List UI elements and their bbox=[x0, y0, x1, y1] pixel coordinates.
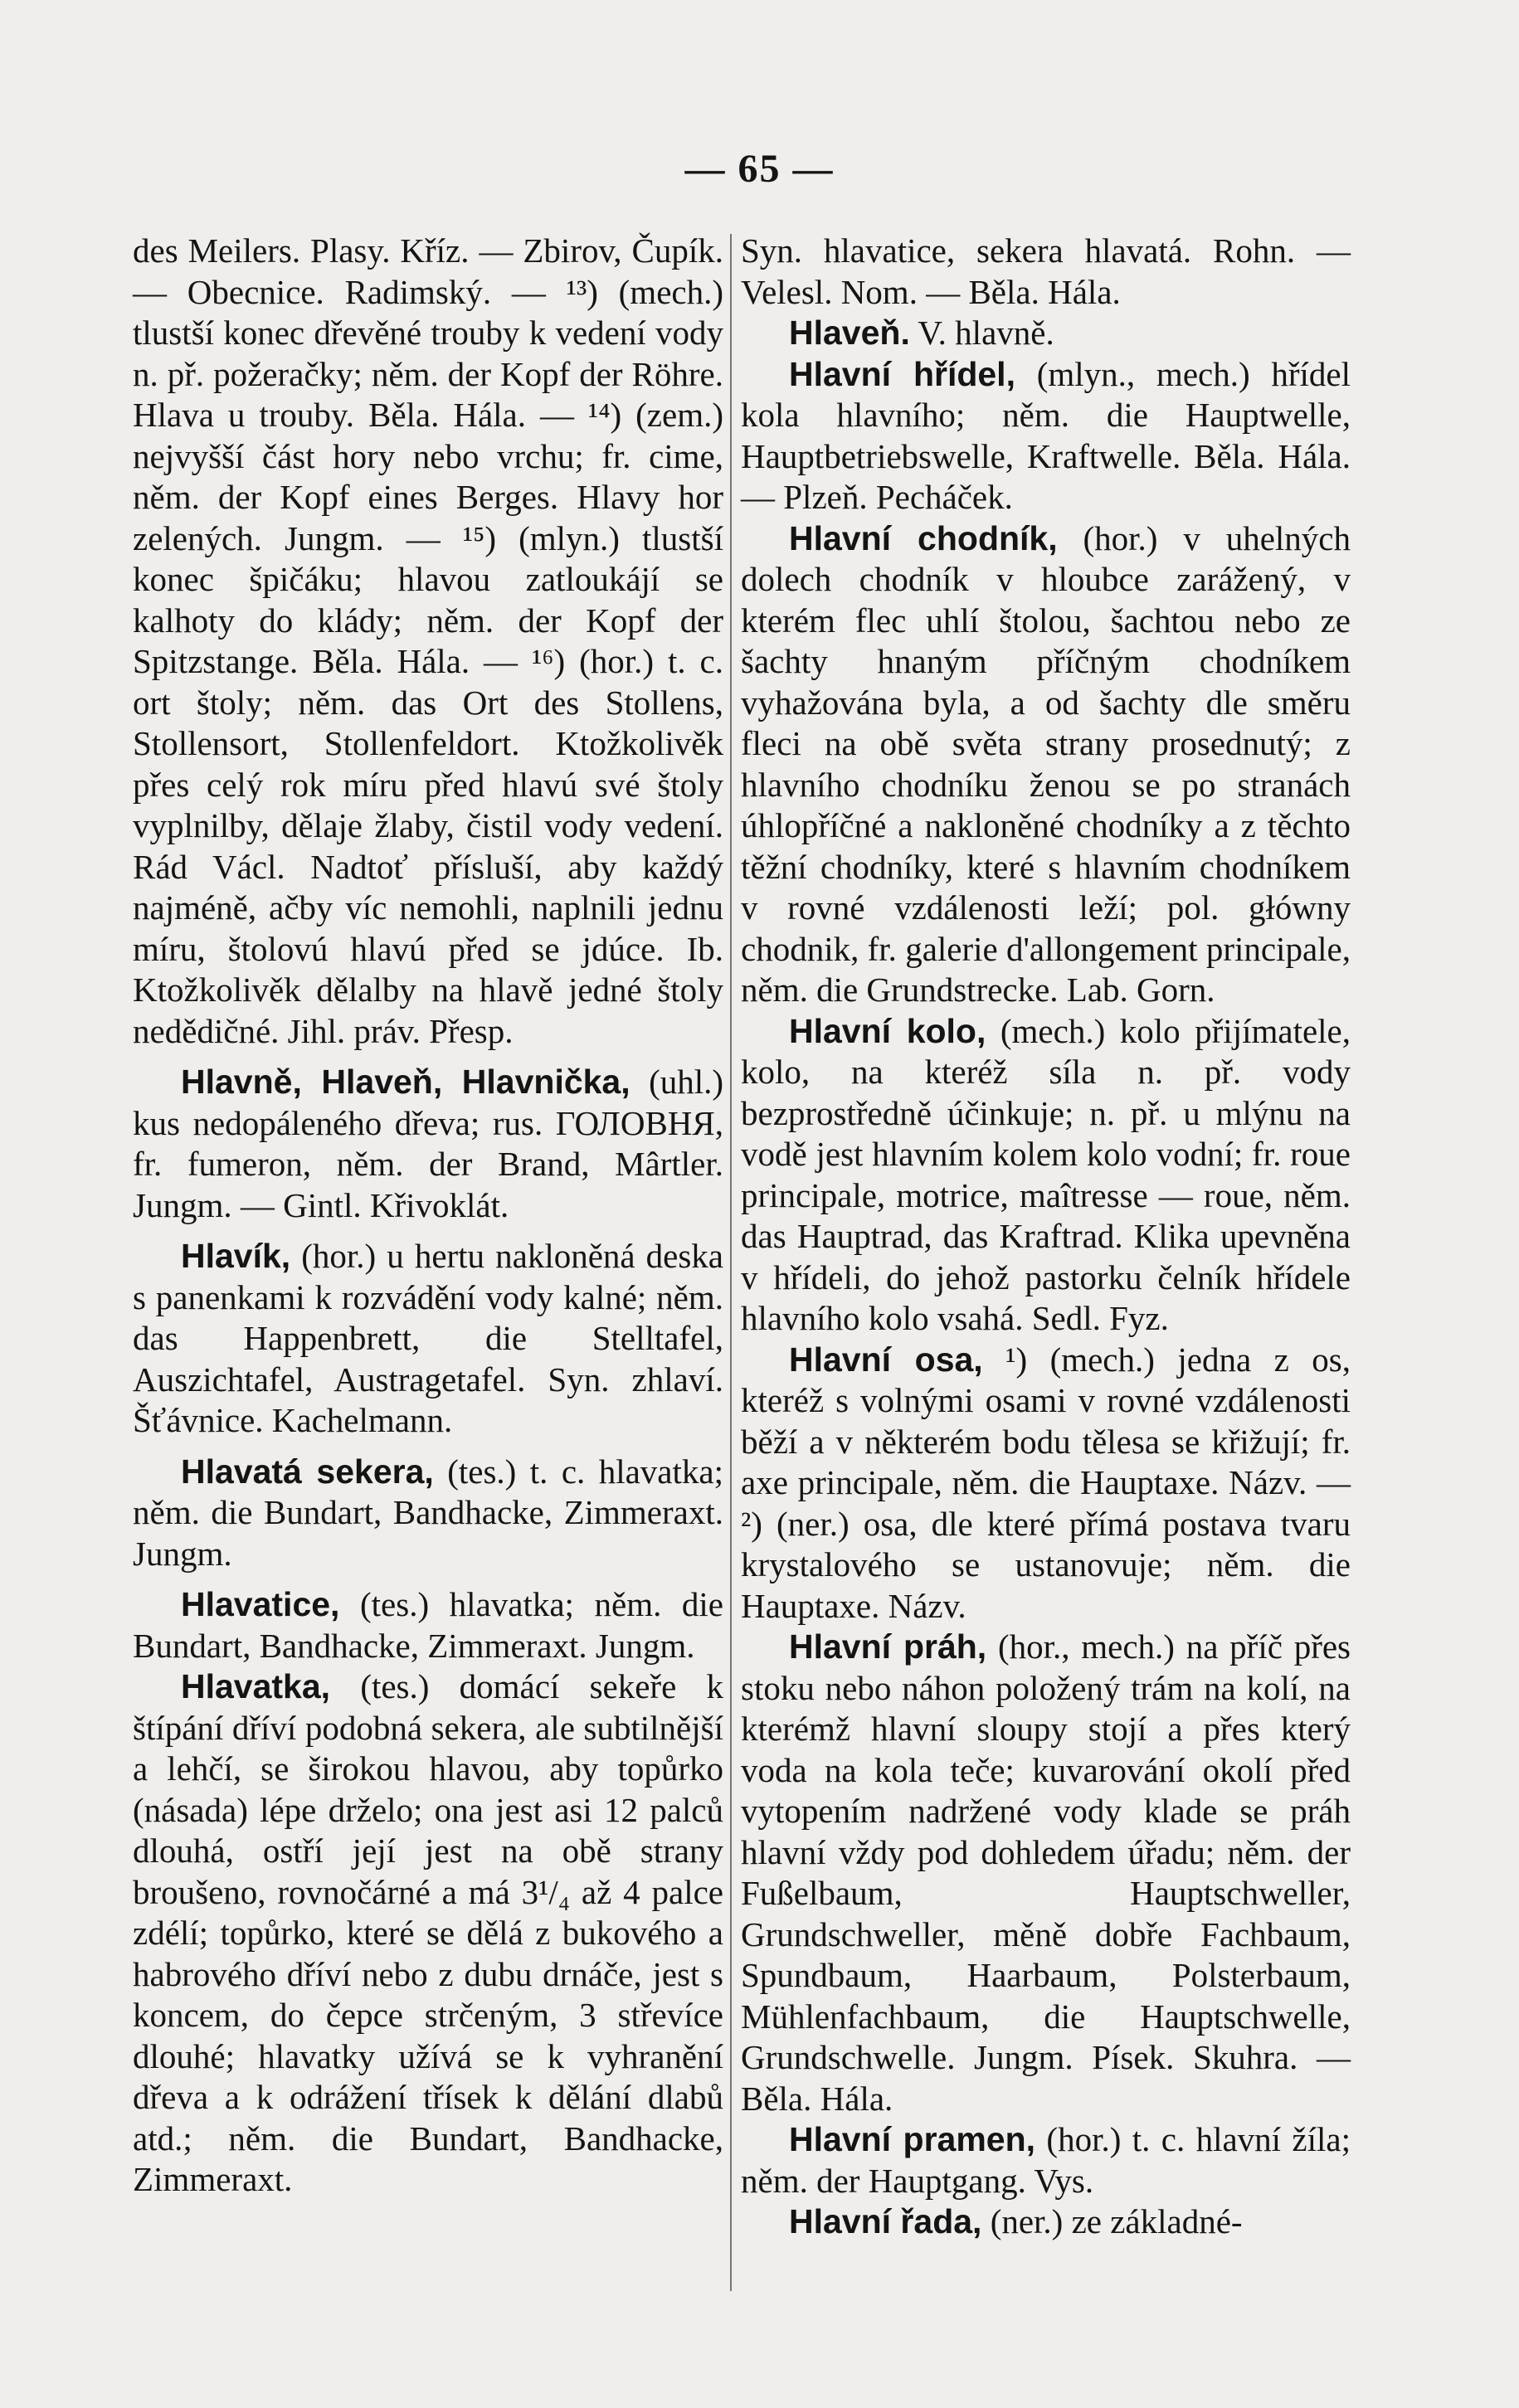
entry-text: (ner.) ze základné- bbox=[990, 2202, 1243, 2240]
page-number: — 65 — bbox=[684, 147, 835, 191]
entry-text: (uhl.) kus nedopáleného dřeva; rus. ГОЛОВНЯ, fr. fumeron, něm. der Brand, Mârtler. Jungm. — Gintl. Křivoklát. bbox=[133, 1063, 724, 1224]
entry-text: V. hlavně. bbox=[918, 314, 1054, 352]
left-column bbox=[133, 231, 723, 2201]
entry-headword: Hlavík, bbox=[181, 1237, 291, 1275]
dictionary-entry bbox=[133, 1452, 723, 1575]
entry-text: (tes.) domácí sekeře k štípání dříví podobná sekera, ale subtilnější a lehčí, se širokou hlavou, aby topůrko (násada) lépe drželo; ona jest asi 12 palců dlouhá, ostří její jest na obě strany broušeno, rovnočárné a má 3¹/₄ až 4 palce zdélí; topůrko, které se dělá z bukového a habrového dříví nebo z dubu drnáče, jest s koncem, do čepce strčeným, 3 střevíce dlouhé; hlavatky užívá se k vyhranění dřeva a k odrážení třísek k dělání dlabů atd.; něm. die Bundart, Bandhacke, Zimmeraxt. bbox=[133, 1667, 724, 2198]
dictionary-entry bbox=[741, 354, 1351, 518]
dictionary-entry bbox=[741, 2119, 1351, 2201]
entry-text: (hor.) u hertu nakloněná deska s panenkami k rozvádění vody kalné; něm. das Happenbrett, die Stelltafel, Auszichtafel, Austragetafel. Syn. zhlaví. Šťávnice. Kachelmann. bbox=[133, 1237, 724, 1439]
entry-headword: Hlavatice, bbox=[181, 1585, 340, 1623]
entry-text: ¹) (mech.) jedna z os, kteréž s volnými osami v rovné vzdálenosti běží a v některém bodu tělesa se křižují; fr. axe principale, něm. die Hauptaxe. Názv. — ²) (ner.) osa, dle které přímá postava tvaru krystalového se ustanovuje; něm. die Hauptaxe. Názv. bbox=[741, 1340, 1351, 1625]
entry-headword: Hlavatka, bbox=[181, 1667, 331, 1705]
entry-headword: Hlavní hřídel, bbox=[789, 354, 1015, 393]
entry-headword: Hlavní práh, bbox=[789, 1627, 987, 1666]
dictionary-entry bbox=[133, 1584, 723, 1666]
dictionary-entry bbox=[741, 1627, 1351, 2119]
entry-headword: Hlavní řada, bbox=[789, 2202, 982, 2240]
dictionary-entry bbox=[133, 1236, 723, 1442]
entry-text: (mech.) kolo přijímatele, kolo, na kteréž síla n. př. vody bezprostředně účinkuje; n. př. u mlýnu na vodě jest hlavním kolem kolo vodní; fr. roue principale, motrice, maîtresse — roue, něm. das Hauptrad, das Kraftrad. Klika upevněna v hřídeli, do jehož pastorku čelník hřídele hlavního kolo vsahá. Sedl. Fyz. bbox=[741, 1011, 1351, 1337]
dictionary-entry bbox=[133, 231, 723, 1052]
dictionary-entry bbox=[741, 1011, 1351, 1340]
dictionary-entry bbox=[133, 1666, 723, 2201]
dictionary-entry bbox=[741, 231, 1351, 313]
entry-headword: Hlavně, Hlaveň, Hlavnička, bbox=[181, 1063, 630, 1101]
dictionary-entry bbox=[741, 518, 1351, 1011]
dictionary-entry bbox=[133, 1062, 723, 1226]
entry-text: (tes.) hlavatka; něm. die Bundart, Bandhacke, Zimmeraxt. Jungm. bbox=[133, 1585, 723, 1665]
entry-headword: Hlavní kolo, bbox=[789, 1011, 986, 1050]
entry-text: (hor., mech.) na příč přes stoku nebo náhon položený trám na kolí, na kterémž hlavní sloupy stojí a přes který voda na kola teče; kuvarování okolí před vytopením nadržené vody klade se práh hlavní vždy pod dohledem úřadu; něm. der Fußelbaum, Hauptschweller, Grundschweller, měně dobře Fachbaum, Spundbaum, Haarbaum, Polsterbaum, Mühlenfachbaum, die Hauptschwelle, Grundschwelle. Jungm. Písek. Skuhra. — Běla. Hála. bbox=[741, 1627, 1351, 2118]
entry-text: (mlyn., mech.) hřídel kola hlavního; něm. die Hauptwelle, Hauptbetriebswelle, Kraftwelle. Běla. Hála. — Plzeň. Pecháček. bbox=[741, 354, 1351, 516]
dictionary-entry bbox=[741, 2201, 1351, 2243]
entry-text: (hor.) t. c. hlavní žíla; něm. der Hauptgang. Vys. bbox=[741, 2120, 1351, 2200]
entry-headword: Hlavní osa, bbox=[789, 1340, 983, 1379]
entry-text: des Meilers. Plasy. Kříz. — Zbirov, Čupík. — Obecnice. Radimský. — ¹³) (mech.) tlustší konec dřevěné trouby k vedení vody n. př. požeračky; něm. der Kopf der Röhre. Hlava u trouby. Běla. Hála. — ¹⁴) (zem.) nejvyšší část hory nebo vrchu; fr. cime, něm. der Kopf eines Berges. Hlavy hor zelených. Jungm. — ¹⁵) (mlyn.) tlustší konec špičáku; hlavou zatloukájí se kalhoty do klády; něm. der Kopf der Spitzstange. Běla. Hála. — ¹⁶) (hor.) t. c. ort štoly; něm. das Ort des Stollens, Stollensort, Stollenfeldort. Ktožkolivěk přes celý rok míru před hlavú své štoly vyplnilby, dělaje žlaby, čistil vody vedení. Rád Václ. Nadtoť přísluší, aby každý najméně, ačby víc nemohli, naplnili jednu míru, štolovú hlavú před se jdúce. Ib. Ktožkolivěk dělalby na hlavě jedné štoly nedědičné. Jihl. práv. Přesp. bbox=[133, 231, 723, 1050]
entry-headword: Hlaveň. bbox=[789, 314, 910, 352]
dictionary-entry bbox=[741, 1340, 1351, 1627]
column-divider bbox=[730, 234, 732, 2291]
dictionary-entry bbox=[741, 313, 1351, 354]
entry-text: (tes.) t. c. hlavatka; něm. die Bundart, Bandhacke, Zimmeraxt. Jungm. bbox=[133, 1452, 723, 1573]
entry-headword: Hlavní chodník, bbox=[789, 518, 1058, 557]
entry-headword: Hlavatá sekera, bbox=[181, 1452, 434, 1491]
entry-text: Syn. hlavatice, sekera hlavatá. Rohn. — Velesl. Nom. — Běla. Hála. bbox=[741, 231, 1351, 311]
entry-text: (hor.) v uhelných dolech chodník v hloubce zarážený, v kterém flec uhlí štolou, šachtou nebo ze šachty hnaným příčným chodníkem vyhažována byla, a od šachty dle směru fleci na obě světa strany prosednutý; z hlavního chodníku ženou se po stranách úhlopříčné a nakloněné chodníky a z těchto těžní chodníky, které s hlavním chodníkem v rovné vzdálenosti leží; pol. główny chodnik, fr. galerie d'allongement principale, něm. die Grundstrecke. Lab. Gorn. bbox=[741, 518, 1351, 1009]
entry-headword: Hlavní pramen, bbox=[789, 2120, 1036, 2158]
right-column bbox=[741, 231, 1351, 2243]
